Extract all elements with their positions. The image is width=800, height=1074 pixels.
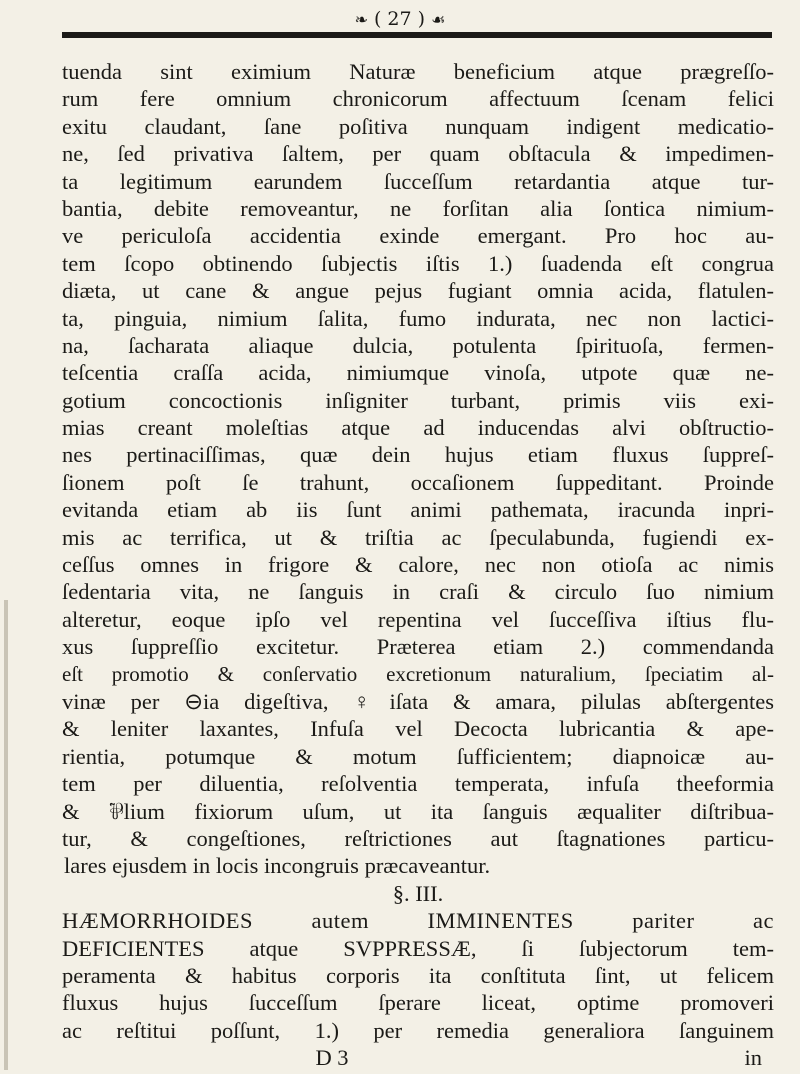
text-line: ve periculoſa accidentia exinde emergant. Pro hoc au- [62, 223, 774, 249]
text-line: peramenta & habitus corporis ita conſtituta ſint, ut felicem [62, 962, 774, 988]
text-line: alteretur, eoque ipſo vel repentina vel ſucceſſiva iſtius flu- [62, 606, 774, 632]
text-line: mias creant moleſtias atque ad inducendas alvi obſtructio- [62, 415, 774, 441]
text-line: teſcentia craſſa acida, nimiumque vinoſa, utpote quæ ne- [62, 360, 774, 386]
ornament-left-icon: ❧ [354, 10, 368, 29]
text-line: mis ac terrifica, ut & triſtia ac ſpeculabunda, fugiendi ex- [62, 524, 774, 550]
section-heading: §. III. [392, 880, 444, 906]
text-line: tuenda sint eximium Naturæ beneficium atque prægreſſo- [62, 59, 774, 84]
text-line: tem ſcopo obtinendo ſubjectis iſtis 1.) ſuadenda eſt congrua [62, 250, 774, 276]
catchword: in [744, 1045, 762, 1071]
text-line: rum fere omnium chronicorum affectuum ſcenam felici [62, 86, 774, 112]
header-rule [62, 32, 772, 38]
text-line: eſt promotio & conſervatio excretionum naturalium, ſpeciatim al- [62, 661, 774, 686]
main-text [62, 58, 774, 1071]
signature-mark: D 3 [315, 1045, 349, 1071]
text-line: tem per diluentia, reſolventia temperata, infuſa theeformia [62, 771, 774, 797]
text-line: bantia, debite removeantur, ne forſitan alia ſontica nimium- [62, 195, 774, 221]
text-line: & leniter laxantes, Infuſa vel Decocta lubricantia & ape- [62, 716, 774, 742]
text-line: na, ſacharata aliaque dulcia, potulenta ſpirituoſa, fermen- [62, 332, 774, 358]
text-line: diæta, ut cane & angue pejus fugiant omnia acida, flatulen- [62, 278, 774, 304]
page-number-text: ( 27 ) [373, 8, 426, 30]
text-line: fluxus hujus ſucceſſum ſperare liceat, optime promoveri [62, 990, 774, 1016]
text-line: ceſſus omnes in frigore & calore, nec non otioſa ac nimis [62, 552, 774, 578]
ornament-right-icon: ☙ [431, 10, 446, 29]
binding-shadow [4, 600, 8, 1070]
text-line: ſionem poſt ſe trahunt, occaſionem ſuppeditant. Proinde [62, 469, 774, 495]
text-line: xus ſuppreſſio excitetur. Præterea etiam 2.) commendanda [62, 634, 774, 660]
text-line: & ⅌lium fixiorum uſum, ut ita ſanguis æqualiter diſtribua- [62, 798, 774, 824]
text-line: DEFICIENTES atque SVPPRESSÆ, ſi ſubjectorum tem- [62, 935, 774, 961]
text-line: ta legitimum earundem ſucceſſum retardantia atque tur- [62, 168, 774, 194]
text-line: ne, ſed privativa ſaltem, per quam obſtacula & impedimen- [62, 141, 774, 167]
footer-line [62, 1044, 774, 1071]
running-header [0, 6, 800, 46]
text-line: vinæ per ⊖ia digeſtiva, ♀iſata & amara, pilulas abſtergentes [62, 688, 774, 714]
text-line: lares ejusdem in locis incongruis præcaveantur. [64, 853, 491, 879]
page-number [300, 8, 500, 30]
text-line: nes pertinaciſſimas, quæ dein hujus etiam fluxus ſuppreſ- [62, 442, 774, 468]
text-line: ſedentaria vita, ne ſanguis in craſi & circulo ſuo nimium [62, 579, 774, 605]
text-line: evitanda etiam ab iis ſunt animi pathemata, iracunda inpri- [62, 497, 774, 523]
text-line: rientia, potumque & motum ſufficientem; diapnoicæ au- [62, 743, 774, 769]
text-line: HÆMORRHOIDES autem IMMINENTES pariter ac [62, 908, 774, 934]
text-line: ac reſtitui poſſunt, 1.) per remedia generaliora ſanguinem [62, 1017, 774, 1043]
text-line: gotium concoctionis inſigniter turbant, primis viis exi- [62, 387, 774, 413]
text-line: ta, pinguia, nimium ſalita, fumo indurata, nec non lactici- [62, 305, 774, 331]
text-line: tur, & congeſtiones, reſtrictiones aut ſtagnationes particu- [62, 825, 774, 851]
text-line: exitu claudant, ſane poſitiva nunquam indigent medicatio- [62, 113, 774, 139]
